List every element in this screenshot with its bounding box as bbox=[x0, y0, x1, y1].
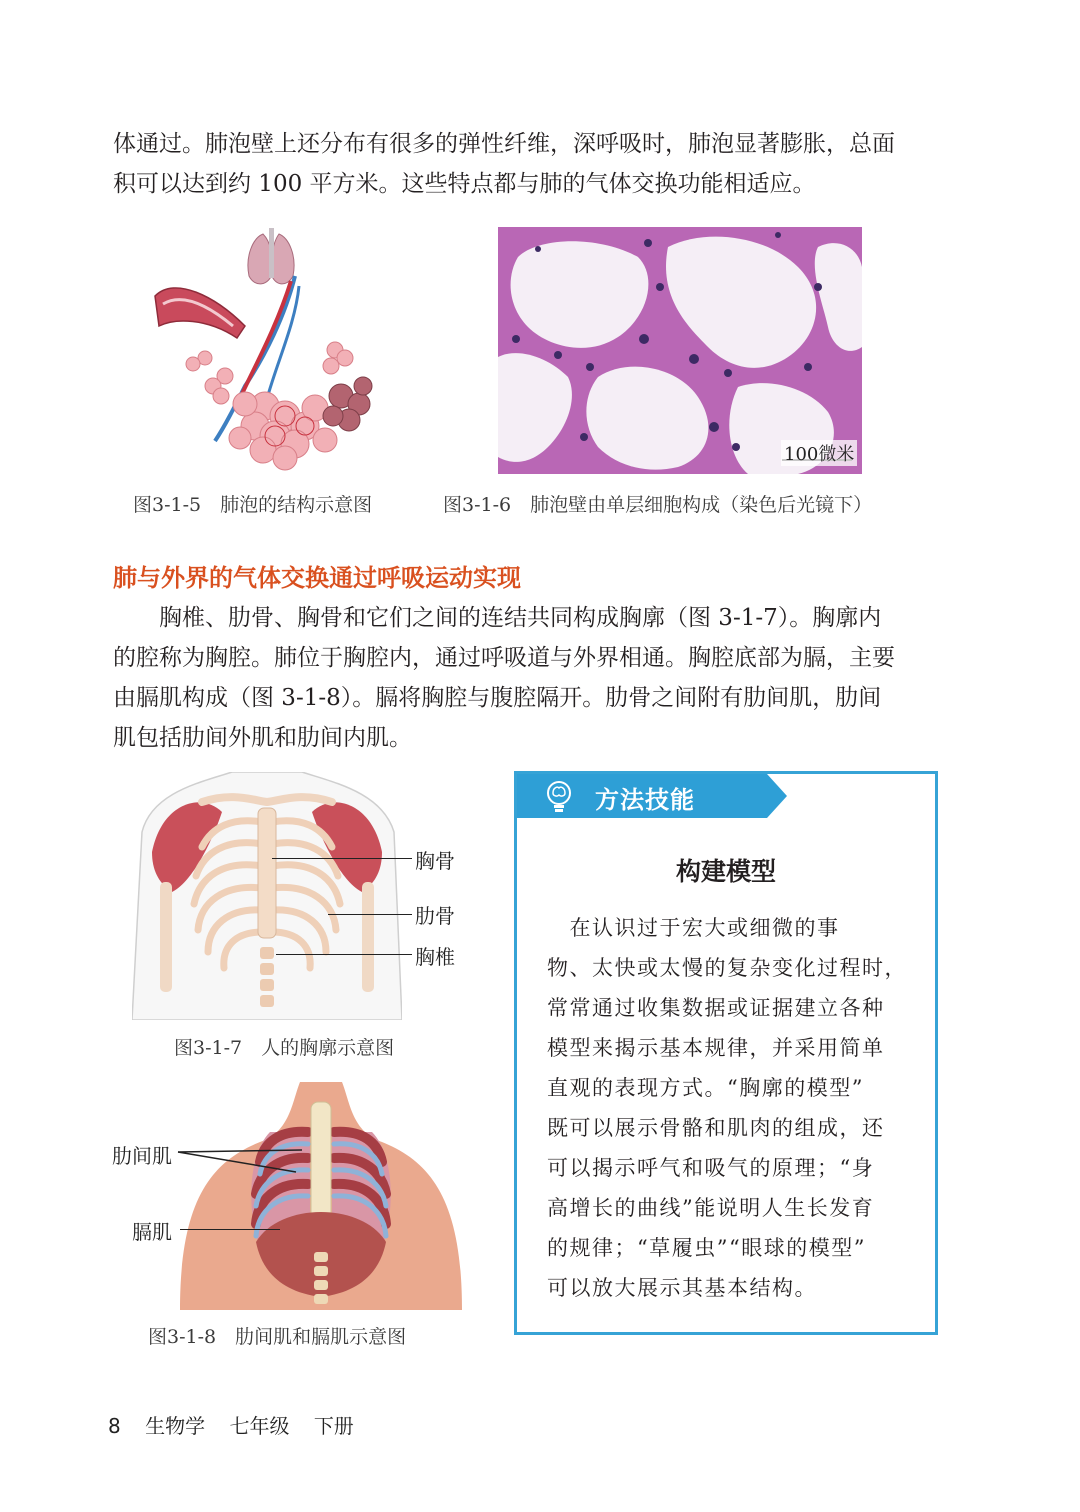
method-skills-tab-label: 方法技能 bbox=[595, 786, 695, 814]
section-line-1: 胸椎、肋骨、胸骨和它们之间的连结共同构成胸廓（图 3-1-7）。胸廓内 bbox=[113, 605, 882, 631]
figure-3-1-7-caption: 图3-1-7 人的胸廓示意图 bbox=[174, 1037, 395, 1059]
method-line-7: 可以揭示呼气和吸气的原理；“身 bbox=[547, 1156, 875, 1180]
rib-leader-line bbox=[328, 914, 412, 915]
method-line-10: 可以放大展示其基本结构。 bbox=[547, 1276, 817, 1300]
section-heading: 肺与外界的气体交换通过呼吸运动实现 bbox=[113, 564, 521, 592]
method-line-8: 高增长的曲线”能说明人生长发育 bbox=[547, 1196, 875, 1220]
alveoli-structure-illustration bbox=[145, 226, 385, 476]
method-line-5: 直观的表现方式。“胸廓的模型” bbox=[547, 1076, 864, 1100]
method-line-9: 的规律；“草履虫”“眼球的模型” bbox=[547, 1236, 866, 1260]
rib-label: 肋骨 bbox=[415, 904, 455, 928]
method-body bbox=[547, 908, 909, 1308]
method-skills-box bbox=[514, 771, 938, 1335]
intro-paragraph bbox=[113, 124, 953, 204]
intro-line-2: 积可以达到约 100 平方米。这些特点都与肺的气体交换功能相适应。 bbox=[113, 171, 816, 197]
grade-name: 七年级 bbox=[229, 1414, 290, 1438]
section-line-2: 的腔称为胸腔。肺位于胸腔内，通过呼吸道与外界相通。胸腔底部为膈，主要 bbox=[113, 645, 895, 671]
lightbulb-brain-icon bbox=[541, 778, 577, 814]
method-line-6: 既可以展示骨骼和肌肉的组成，还 bbox=[547, 1116, 885, 1140]
thoracic-vertebra-label: 胸椎 bbox=[415, 945, 455, 969]
section-paragraph bbox=[113, 598, 953, 758]
figure-3-1-6-caption: 图3-1-6 肺泡壁由单层细胞构成（染色后光镜下） bbox=[443, 494, 873, 516]
method-title: 构建模型 bbox=[675, 857, 776, 886]
page-number: 8 bbox=[108, 1414, 121, 1438]
diaphragm-label: 膈肌 bbox=[132, 1220, 172, 1244]
method-line-2: 物、太快或太慢的复杂变化过程时， bbox=[547, 956, 907, 980]
intro-line-1: 体通过。肺泡壁上还分布有很多的弹性纤维，深呼吸时，肺泡显著膨胀，总面 bbox=[113, 131, 895, 157]
subject-name: 生物学 bbox=[145, 1414, 206, 1438]
thoracic-vertebra-leader-line bbox=[276, 954, 412, 955]
method-line-1: 在认识过于宏大或细微的事 bbox=[547, 916, 840, 940]
thorax-illustration bbox=[132, 772, 402, 1020]
alveoli-micrograph bbox=[498, 227, 862, 474]
method-line-4: 模型来揭示基本规律，并采用简单 bbox=[547, 1036, 885, 1060]
section-line-3: 由膈肌构成（图 3-1-8）。膈将胸腔与腹腔隔开。肋骨之间附有肋间肌，肋间 bbox=[113, 685, 882, 711]
figure-3-1-5-caption: 图3-1-5 肺泡的结构示意图 bbox=[133, 494, 373, 516]
sternum-leader-line bbox=[272, 858, 412, 859]
volume-name: 下册 bbox=[313, 1414, 354, 1438]
sternum-label: 胸骨 bbox=[415, 849, 455, 873]
intercostal-leader-lines bbox=[176, 1146, 306, 1186]
page-footer bbox=[108, 1410, 372, 1439]
section-line-4: 肌包括肋间外肌和肋间内肌。 bbox=[113, 725, 412, 751]
diaphragm-leader-line bbox=[180, 1229, 280, 1230]
method-line-3: 常常通过收集数据或证据建立各种 bbox=[547, 996, 885, 1020]
figure-3-1-8-caption: 图3-1-8 肋间肌和膈肌示意图 bbox=[148, 1326, 407, 1348]
scale-bar-label: 100微米 bbox=[781, 440, 857, 466]
intercostal-diaphragm-illustration bbox=[180, 1082, 462, 1310]
intercostal-muscle-label: 肋间肌 bbox=[112, 1144, 172, 1168]
